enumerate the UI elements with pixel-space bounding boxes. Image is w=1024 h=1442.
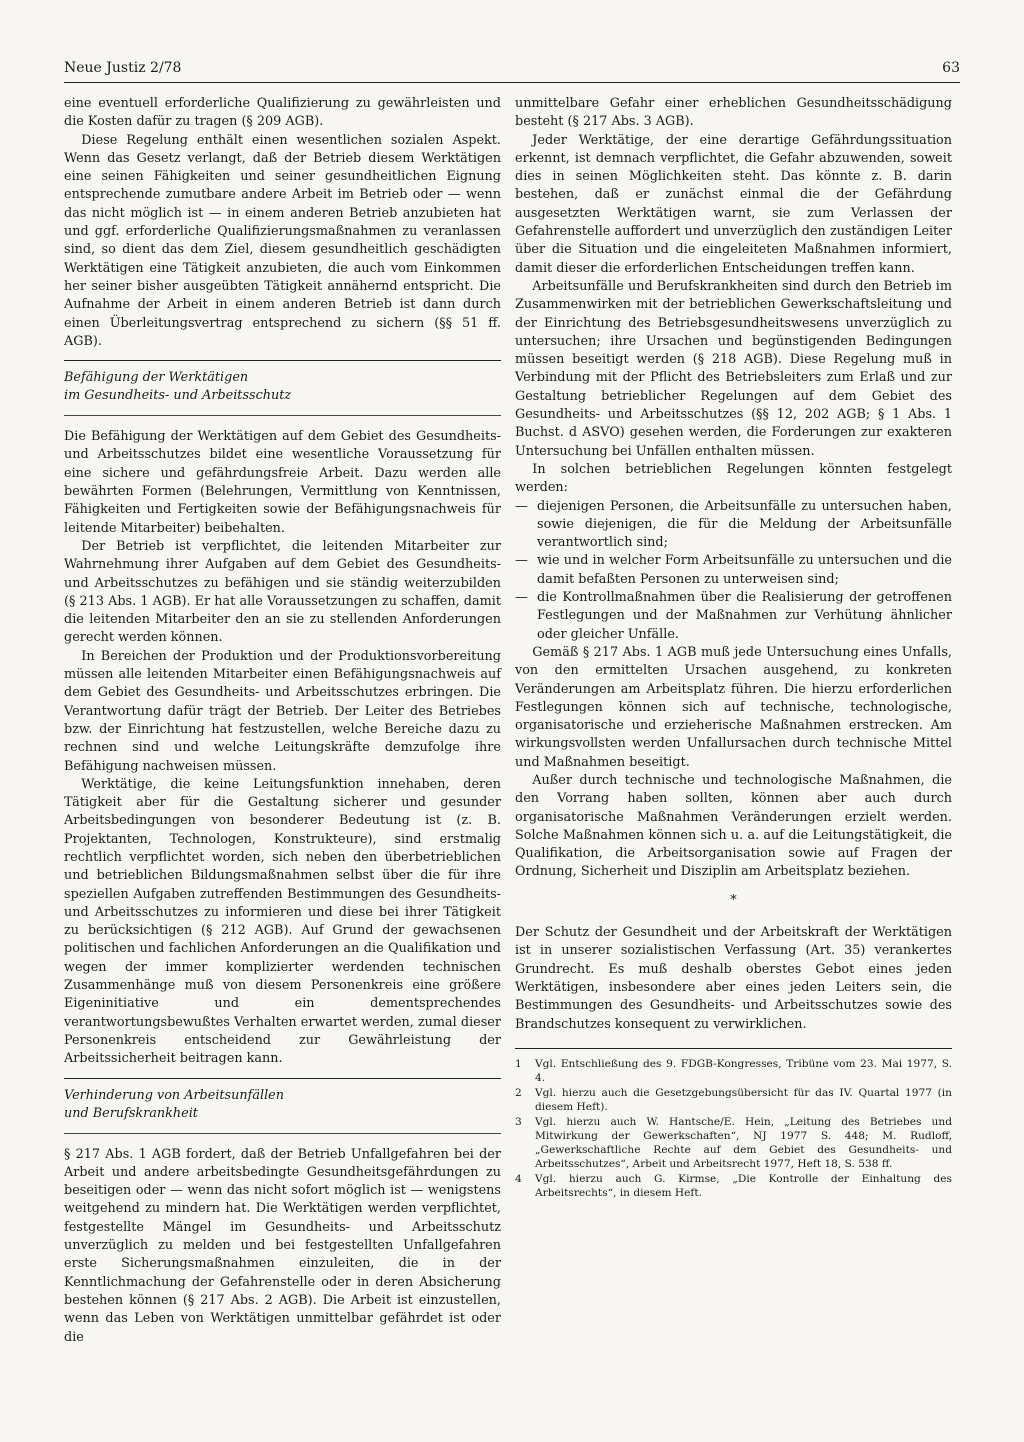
footnote-text: Vgl. hierzu auch G. Kirmse, „Die Kontrolle der Einhaltung des Arbeitsrechts“, in diesem Heft. — [535, 1172, 952, 1199]
list-item — [515, 552, 952, 589]
section-heading-befaehigung — [64, 360, 501, 416]
footnote-number: 3 — [515, 1115, 522, 1128]
regulation-list — [515, 498, 952, 644]
list-item — [515, 589, 952, 644]
paragraph: In solchen betrieblichen Regelungen könnten festgelegt werden: — [515, 461, 952, 496]
paragraph: unmittelbare Gefahr einer erheblichen Gesundheitsschädigung besteht (§ 217 Abs. 3 AGB). — [515, 96, 952, 130]
footnote-number: 1 — [515, 1057, 522, 1070]
list-item-text: diejenigen Personen, die Arbeitsunfälle zu untersuchen haben, sowie diejenigen, die für die Meldung der Arbeitsunfälle verantwortlich sind; — [537, 498, 952, 551]
footnote — [515, 1172, 952, 1200]
section-heading-line: Befähigung der Werktätigen — [64, 370, 249, 386]
right-column — [515, 95, 952, 1201]
list-dash: — — [515, 553, 528, 569]
header-rule — [64, 82, 960, 83]
footnotes — [515, 1048, 952, 1200]
section-separator-asterisk: * — [730, 892, 737, 908]
list-item — [515, 498, 952, 553]
paragraph: Die Befähigung der Werktätigen auf dem Gebiet des Gesundheits- und Arbeitsschutzes bildet eine wesentliche Voraussetzung für eine sichere und gefährdungsfreie Arbeit. Dazu werden alle bewährten Formen (Belehrungen, Vermittlung von Kenntnissen, Fähigkeiten und Fertigkeiten sowie der Befähigungsnachweis für leitende Mitarbeiter) beibehalten. — [64, 429, 501, 536]
paragraph: In Bereichen der Produktion und der Produktionsvorbereitung müssen alle leitenden Mitarbeiter einen Befähigungsnachweis auf dem Gebiet des Gesundheits- und Arbeitsschutzes erbringen. Die Verantwortung dafür trägt der Betrieb. Der Leiter des Betriebes bzw. der Einrichtung hat festzustellen, welche Bereiche dazu zu rechnen sind und welche Leitungskräfte demzufolge ihre Befähigung nachweisen müssen. — [64, 648, 501, 774]
section-heading-line: im Gesundheits- und Arbeitsschutz — [64, 388, 292, 404]
running-head — [64, 60, 960, 82]
footnote-text: Vgl. hierzu auch die Gesetzgebungsübersicht für das IV. Quartal 1977 (in diesem Heft). — [535, 1086, 952, 1113]
left-column — [64, 95, 501, 1347]
section-heading-verhinderung — [64, 1078, 501, 1134]
footnote — [515, 1086, 952, 1114]
paragraph: Außer durch technische und technologische Maßnahmen, die den Vorrang haben sollten, können aber auch durch organisatorische Maßnahmen Veränderungen erzielt werden. Solche Maßnahmen können sich u. a. auf die Leitungstätigkeit, die Qualifikation, die Arbeitsorganisation sowie auf Fragen der Ordnung, Sicherheit und Disziplin am Arbeitsplatz beziehen. — [515, 772, 952, 880]
footnote-text: Vgl. hierzu auch W. Hantsche/E. Hein, „Leitung des Betriebes und Mitwirkung der Gewerkschaften“, NJ 1977 S. 448; M. Rudloff, „Gewerkschaftliche Rechte auf dem Gebiet des Gesundheits- und Arbeitsschutzes“, Arbeit und Arbeitsrecht 1977, Heft 18, S. 538 ff. — [535, 1115, 952, 1170]
footnote-text: Vgl. Entschließung des 9. FDGB-Kongresses, Tribüne vom 23. Mai 1977, S. 4. — [535, 1057, 952, 1084]
paragraph: § 217 Abs. 1 AGB fordert, daß der Betrieb Unfallgefahren bei der Arbeit und andere arbeitsbedingte Gesundheitsgefährdungen zu beseitigen oder — wenn das nicht sofort möglich ist — wenigstens weitgehend zu mindern hat. Die Werktätigen werden verpflichtet, festgestellte Mängel im Gesundheits- und Arbeitsschutz unverzüglich zu melden und bei festgestellten Unfallgefahren erste Sicherungsmaßnahmen einzuleiten, die in der Kenntlichmachung der Gefahrenstelle oder in deren Absicherung bestehen können (§ 217 Abs. 2 AGB). Die Arbeit ist einzustellen, wenn das Leben von Werktätigen unmittelbar gefährdet ist oder die — [64, 1146, 501, 1345]
section-heading-line: Verhinderung von Arbeitsunfällen — [64, 1087, 284, 1103]
list-dash: — — [515, 590, 528, 606]
list-dash: — — [515, 498, 528, 514]
journal-title: Neue Justiz 2/78 — [64, 60, 182, 76]
section-heading-line: und Berufskrankheit — [64, 1105, 198, 1121]
paragraph: Der Schutz der Gesundheit und der Arbeitskraft der Werktätigen ist in unserer sozialistischen Verfassung (Art. 35) verankertes Grundrecht. Es muß deshalb oberstes Gebot eines jeden Werktätigen, insbesondere aber eines jeden Leiters sein, die Bestimmungen des Gesundheits- und Arbeitsschutzes sowie des Brandschutzes konsequent zu verwirklichen. — [515, 925, 952, 1032]
page-number: 63 — [942, 60, 960, 76]
paragraph: Werktätige, die keine Leitungsfunktion innehaben, deren Tätigkeit aber für die Gestaltung sicherer und gesunder Arbeitsbedingungen von besonderer Bedeutung ist (z. B. Projektanten, Technologen, Konstrukteure), sind erstmalig rechtlich verpflichtet worden, sich neben den überbetrieblichen und betrieblichen Bildungsmaßnahmen selbst über die für ihre speziellen Aufgaben zutreffenden Bestimmungen des Gesundheits- und Arbeitsschutzes zu informieren und diese bei ihrer Tätigkeit zu berücksichtigen (§ 212 AGB). Auf Grund der gewachsenen politischen und fachlichen Anforderungen an die Qualifikation und wegen der immer komplizierter werdenden technischen Zusammenhänge muß von diesem Personenkreis eine größere Eigeninitiative und ein dementsprechendes verantwortungsbewußtes Verhalten erwartet werden, zumal dieser Personenkreis entscheidend zur Gewährleistung der Arbeitssicherheit beitragen kann. — [64, 776, 501, 1067]
paragraph: Diese Regelung enthält einen wesentlichen sozialen Aspekt. Wenn das Gesetz verlangt, daß der Betrieb diesem Werktätigen eine seinen Fähigkeiten und seiner gesundheitlichen Eignung entsprechende zumutbare andere Arbeit im Betrieb oder — wenn das nicht möglich ist — in einem anderen Betrieb anzubieten hat und ggf. erforderliche Qualifizierungsmaßnahmen zu veranlassen sind, so dient das dem Ziel, diesem gesundheitlich geschädigten Werktätigen eine Tätigkeit anzubieten, die auch vom Einkommen her seiner bisher ausgeübten Tätigkeit annähernd entspricht. Die Aufnahme der Arbeit in einem anderen Betrieb ist dann durch einen Überleitungsvertrag entsprechend zu sichern (§§ 51 ff. AGB). — [64, 132, 501, 349]
list-item-text: die Kontrollmaßnahmen über die Realisierung der getroffenen Festlegungen und der Maßnahmen zur Verhütung ähnlicher oder gleicher Unfälle. — [537, 590, 952, 642]
footnote-number: 2 — [515, 1086, 522, 1099]
footnote — [515, 1115, 952, 1171]
paragraph: Arbeitsunfälle und Berufskrankheiten sind durch den Betrieb im Zusammenwirken mit der betrieblichen Gewerkschaftsleitung und der Einrichtung des Betriebsgesundheitswesens unverzüglich zu untersuchen; ihre Ursachen und begünstigenden Bedingungen müssen beseitigt werden (§ 218 AGB). Diese Regelung muß in Verbindung mit der Pflicht des Betriebsleiters zum Erlaß und zur Gestaltung betrieblicher Regelungen auf dem Gebiet des Gesundheits- und Arbeitsschutzes (§§ 12, 202 AGB; § 1 Abs. 1 Buchst. d ASVO) gesehen werden, die Forderungen zur exakteren Untersuchung bei Unfällen enthalten müssen. — [515, 278, 952, 459]
paragraph: Jeder Werktätige, der eine derartige Gefährdungssituation erkennt, ist demnach verpflichtet, die Gefahr abzuwenden, soweit dies in seinen Möglichkeiten steht. Das könnte z. B. darin bestehen, daß er zunächst einmal die der Gefährdung ausgesetzten Werktätigen warnt, sie zum Verlassen der Gefahrenstelle auffordert und unverzüglich den zuständigen Leiter über die Situation und die eingeleiteten Maßnahmen informiert, damit dieser die erforderlichen Entscheidungen treffen kann. — [515, 132, 952, 276]
list-item-text: wie und in welcher Form Arbeitsunfälle zu untersuchen und die damit befaßten Personen zu unterweisen sind; — [537, 553, 952, 587]
paragraph: Gemäß § 217 Abs. 1 AGB muß jede Untersuchung eines Unfalls, von den ermittelten Ursachen ausgehend, zu konkreten Veränderungen am Arbeitsplatz führen. Die hierzu erforderlichen Festlegungen können sich auf technische, technologische, organisatorische und erzieherische Maßnahmen erstrecken. Am wirkungsvollsten werden Unfallursachen durch technische Mittel und Maßnahmen beseitigt. — [515, 644, 952, 770]
footnote — [515, 1057, 952, 1085]
footnote-number: 4 — [515, 1172, 522, 1185]
paragraph: Der Betrieb ist verpflichtet, die leitenden Mitarbeiter zur Wahrnehmung ihrer Aufgaben auf dem Gebiet des Gesundheits- und Arbeitsschutzes zu befähigen und sie ständig weiterzubilden (§ 213 Abs. 1 AGB). Er hat alle Voraussetzungen zu schaffen, damit die leitenden Mitarbeiter den an sie zu stellenden Anforderungen gerecht werden können. — [64, 538, 501, 646]
paragraph: eine eventuell erforderliche Qualifizierung zu gewährleisten und die Kosten dafür zu tragen (§ 209 AGB). — [64, 96, 501, 130]
